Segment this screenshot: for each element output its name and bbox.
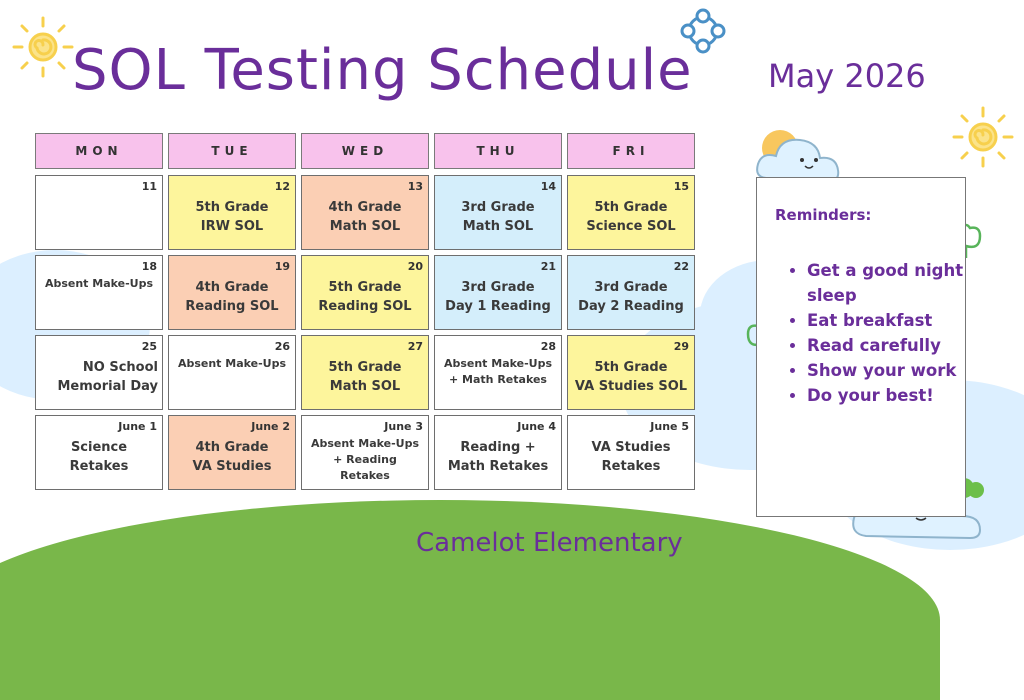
day-event: Absent Make-Ups + Reading Retakes [310,437,420,482]
day-event: VA Studies Retakes [591,440,671,474]
day-number: 14 [540,180,556,193]
day-number: June 3 [384,420,423,433]
day-event: 5th Grade Science SOL [586,200,676,234]
calendar-day-cell [434,175,562,250]
day-event: 3rd Grade Math SOL [461,200,535,234]
calendar-day-cell [168,255,296,330]
day-number: 20 [407,260,423,273]
calendar-day-cell [35,255,163,330]
day-number: 18 [141,260,157,273]
day-number: June 4 [517,420,556,433]
calendar-day-cell [168,335,296,410]
day-event: 3rd Grade Day 2 Reading [578,280,684,314]
day-event: Science Retakes [69,440,129,474]
day-number: 27 [407,340,423,353]
day-event: Reading + Math Retakes [447,440,549,474]
day-number: June 1 [118,420,157,433]
day-event: 5th Grade VA Studies SOL [574,360,688,394]
day-number: 15 [673,180,689,193]
day-event: 5th Grade IRW SOL [195,200,269,234]
reminders-panel [756,177,966,517]
day-event: 3rd Grade Day 1 Reading [445,280,551,314]
weekday-header: MON [35,133,163,169]
day-event: 5th Grade Reading SOL [318,280,412,314]
day-number: 13 [407,180,423,193]
day-number: 19 [274,260,290,273]
day-number: 25 [141,340,157,353]
reminder-item: • Do your best! [807,383,977,408]
calendar-day-cell [567,415,695,490]
calendar-day-cell [301,175,429,250]
calendar-day-cell [168,175,296,250]
day-number: 29 [673,340,689,353]
day-event: 4th Grade VA Studies [192,440,272,474]
reminder-item: • Eat breakfast [807,308,977,333]
calendar-day-cell [301,335,429,410]
page-title: SOL Testing Schedule [72,38,693,103]
day-number: June 5 [650,420,689,433]
sun-icon [950,104,1016,170]
month-label: May 2026 [768,57,926,95]
calendar-day-cell [301,255,429,330]
day-event: 5th Grade Math SOL [328,360,402,394]
calendar-day-cell [567,255,695,330]
day-number: 28 [540,340,556,353]
weekday-header: TUE [168,133,296,169]
day-number: 22 [673,260,689,273]
day-event: 4th Grade Reading SOL [185,280,279,314]
day-number: 12 [274,180,290,193]
reminders-title: Reminders: [775,206,872,224]
day-event: Absent Make-Ups [44,277,154,290]
school-name: Camelot Elementary [416,528,683,558]
calendar-day-cell [434,255,562,330]
reminders-list [787,258,977,408]
calendar-day-cell [434,335,562,410]
calendar-day-cell [434,415,562,490]
reminder-item: • Read carefully [807,333,977,358]
day-number: 26 [274,340,290,353]
calendar-day-cell [168,415,296,490]
day-number: 11 [141,180,157,193]
day-number: June 2 [251,420,290,433]
weekday-header-row [35,133,695,169]
weekday-header: WED [301,133,429,169]
sun-icon [10,14,76,80]
reminder-item: • Show your work [807,358,977,383]
day-number: 21 [540,260,556,273]
calendar-day-cell [35,335,163,410]
calendar-day-cell [301,415,429,490]
day-event: NO School Memorial Day [57,360,158,394]
weekday-header: FRI [567,133,695,169]
calendar-grid [35,175,695,490]
day-event: Absent Make-Ups + Math Retakes [443,357,553,386]
calendar-day-cell [35,415,163,490]
calendar-day-cell [35,175,163,250]
day-event: Absent Make-Ups [177,357,287,370]
reminder-item: • Get a good night sleep [807,258,977,308]
calendar-day-cell [567,335,695,410]
calendar-day-cell [567,175,695,250]
weekday-header: THU [434,133,562,169]
day-event: 4th Grade Math SOL [328,200,402,234]
